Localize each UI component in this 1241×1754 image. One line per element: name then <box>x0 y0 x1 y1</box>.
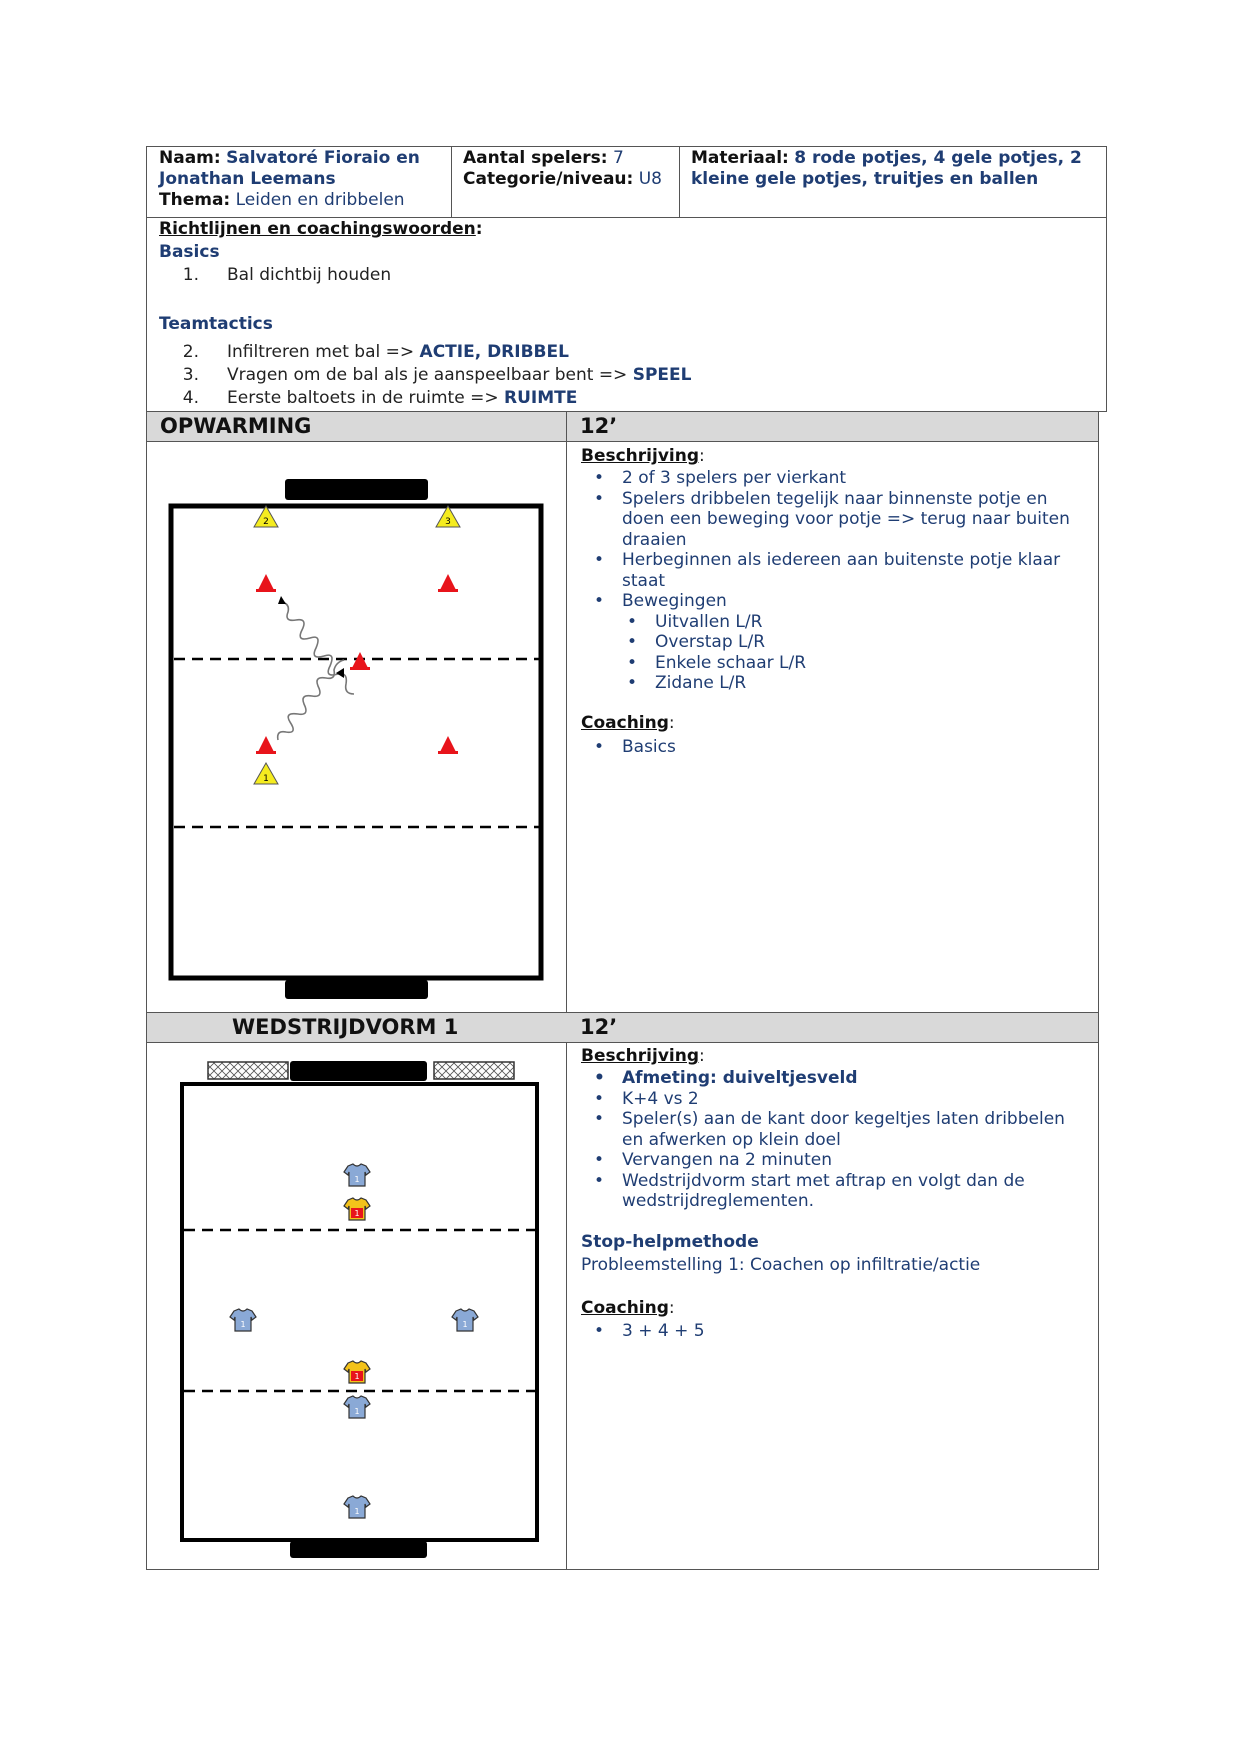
team-item-num: 4. <box>182 388 199 408</box>
naam-label: Naam: <box>159 148 221 168</box>
list-item: • Wedstrijdvorm start met aftrap en volgt dan de wedstrijdreglementen. <box>581 1171 1091 1212</box>
wedstrijd-description: Beschrijving: • Afmeting: duiveltjesveld • K+4 vs 2 • Speler(s) aan de kant door kegeltjes laten dribbelen en afwerken op klein doel • Vervangen na 2 minuten • Wedstrijdvorm start met aftrap en volgt dan de wedstrijdreglementen. Stop-helpmethode Probleemstelling 1: Coachen op infiltratie/actie Coaching: • 3 + 4 + 5 <box>581 1046 1091 1341</box>
shirt-number: 1 <box>354 1407 360 1416</box>
team-item-num: 3. <box>182 365 199 385</box>
basics-item-text: Bal dichtbij houden <box>227 265 392 285</box>
list-subitem: • Overstap L/R <box>581 632 1091 653</box>
beschrijving-label: Beschrijving <box>581 446 700 466</box>
thema-label: Thema: <box>159 190 231 210</box>
team-item-strong: RUIMTE <box>503 388 578 408</box>
goal-bottom <box>290 1541 427 1558</box>
opwarming-title: OPWARMING <box>160 414 312 438</box>
basics-item-num: 1. <box>182 265 199 285</box>
wedstrijd-field-diagram <box>150 1055 550 1560</box>
team-item-strong: SPEEL <box>632 365 692 385</box>
opwarming-header <box>147 412 1098 442</box>
list-item: • Afmeting: duiveltjesveld <box>581 1068 1091 1089</box>
list-subitem: • Zidane L/R <box>581 673 1091 694</box>
cone-label: 2 <box>263 517 269 527</box>
team-item-text: Infiltreren met bal => <box>227 342 420 362</box>
shirt-number: 1 <box>354 1372 360 1381</box>
opwarming-time: 12’ <box>580 414 618 438</box>
team-item-text: Vragen om de bal als je aanspeelbaar bent => <box>227 365 633 385</box>
opwarming-col-divider <box>566 412 567 1570</box>
teamtactics-title: Teamtactics <box>159 314 273 334</box>
beschrijving-label: Beschrijving <box>581 1046 700 1066</box>
spelers-label: Aantal spelers: <box>463 148 608 168</box>
goal-top <box>285 479 428 500</box>
cone-label: 1 <box>263 774 269 784</box>
materiaal-value: 8 rode potjes, 4 gele potjes, 2 kleine gele potjes, truitjes en ballen <box>691 148 1082 189</box>
header-col-divider-1 <box>451 146 452 217</box>
list-item: • Herbeginnen als iedereen aan buitenste potje klaar staat <box>581 550 1091 591</box>
coaching-label: Coaching <box>581 1297 669 1318</box>
list-item: • Basics <box>581 737 1091 758</box>
list-subitem: • Uitvallen L/R <box>581 612 1091 633</box>
materiaal-label: Materiaal: <box>691 148 789 168</box>
list-item: • Spelers dribbelen tegelijk naar binnenste potje en doen een beweging voor potje => terug naar buiten draaien <box>581 489 1091 551</box>
opwarming-field-diagram <box>150 470 550 1010</box>
spelers-cell <box>463 148 673 190</box>
list-item: • 2 of 3 spelers per vierkant <box>581 468 1091 489</box>
richtlijnen-colon: : <box>475 219 483 239</box>
opwarming-description: Beschrijving: • 2 of 3 spelers per vierkant • Spelers dribbelen tegelijk naar binnenste potje en doen een beweging voor potje => terug naar buiten draaien • Herbeginnen als iedereen aan buitenste potje klaar staat • Bewegingen • Uitvallen L/R • Overstap L/R • Enkele schaar L/R • Zidane L/R Coaching: • Basics <box>581 446 1091 757</box>
basics-item <box>159 265 1089 288</box>
shirt-number: 1 <box>354 1175 360 1184</box>
categorie-label: Categorie/niveau: <box>463 169 634 189</box>
goal-top <box>290 1061 427 1081</box>
shirt-number: 1 <box>240 1320 246 1329</box>
materiaal-cell <box>691 148 1101 190</box>
naam-cell <box>159 148 444 211</box>
team-item-num: 2. <box>182 342 199 362</box>
team-item-text: Eerste baltoets in de ruimte => <box>227 388 504 408</box>
list-item: • K+4 vs 2 <box>581 1089 1091 1110</box>
team-item <box>159 388 1089 411</box>
team-item <box>159 342 1089 365</box>
shirt-number: 1 <box>354 1209 360 1218</box>
header-row-divider <box>146 217 1107 218</box>
basics-title: Basics <box>159 242 220 262</box>
team-item-strong: ACTIE, DRIBBEL <box>419 342 569 362</box>
list-subitem: • Enkele schaar L/R <box>581 653 1091 674</box>
list-item: • Speler(s) aan de kant door kegeltjes laten dribbelen en afwerken op klein doel <box>581 1109 1091 1150</box>
naam-value: Salvatoré Fioraio en Jonathan Leemans <box>159 148 420 189</box>
field-border <box>171 506 541 978</box>
wedstrijd-time: 12’ <box>580 1015 618 1039</box>
goal-bottom <box>285 980 428 999</box>
list-item: • Bewegingen <box>581 591 1091 612</box>
small-goal-left <box>208 1062 288 1079</box>
header-col-divider-2 <box>679 146 680 217</box>
richtlijnen-title: Richtlijnen en coachingswoorden <box>159 219 476 239</box>
thema-value: Leiden en dribbelen <box>235 190 405 210</box>
coaching-label: Coaching <box>581 712 669 733</box>
shirt-number: 1 <box>354 1507 360 1516</box>
team-item <box>159 365 1089 388</box>
cone-label: 3 <box>445 517 451 527</box>
list-item: • Vervangen na 2 minuten <box>581 1150 1091 1171</box>
wedstrijd-header <box>147 1012 1098 1043</box>
shirt-number: 1 <box>462 1320 468 1329</box>
stop-title: Stop-helpmethode <box>581 1231 759 1252</box>
spelers-value: 7 <box>612 148 624 168</box>
richtlijnen-section <box>159 219 1089 411</box>
categorie-value: U8 <box>638 169 662 189</box>
small-goal-right <box>434 1062 514 1079</box>
list-item: • 3 + 4 + 5 <box>581 1321 1091 1342</box>
stop-text: Probleemstelling 1: Coachen op infiltratie/actie <box>581 1254 981 1275</box>
wedstrijd-title: WEDSTRIJDVORM 1 <box>232 1015 459 1039</box>
